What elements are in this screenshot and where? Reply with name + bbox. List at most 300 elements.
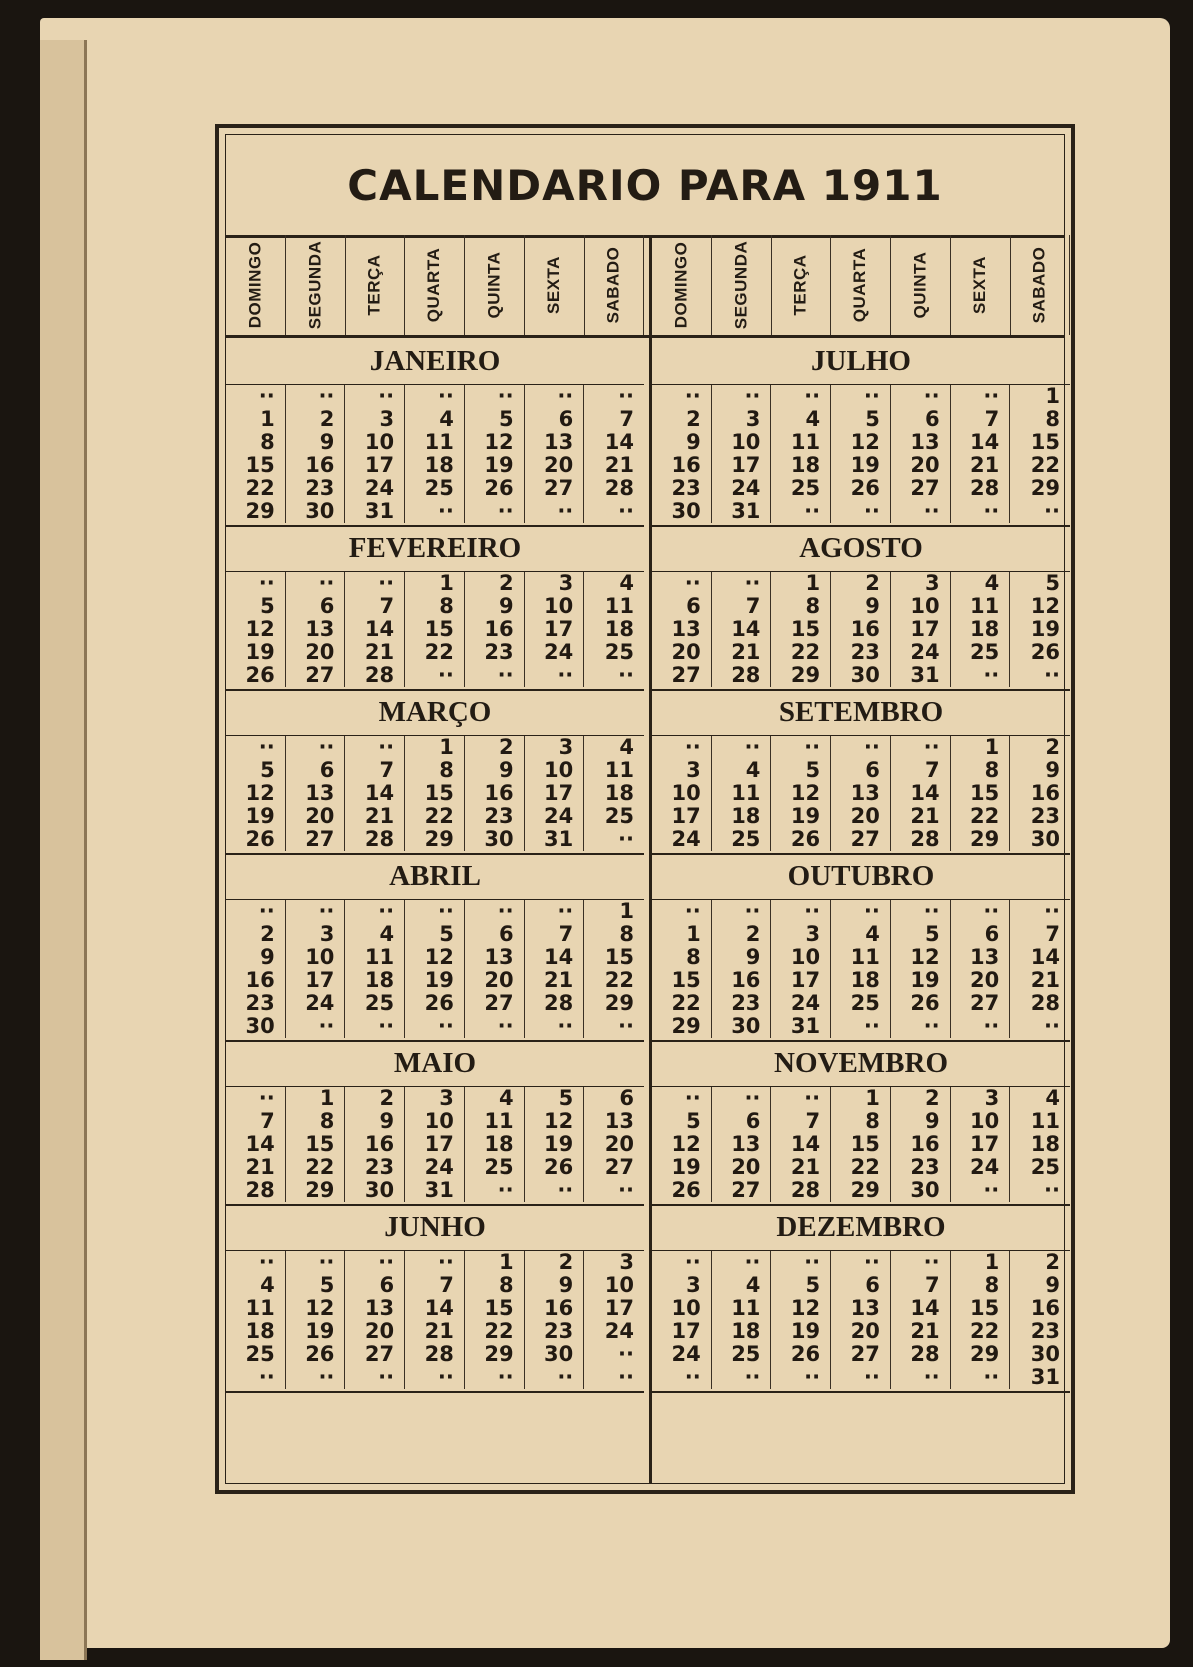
month-day-grid <box>226 385 644 523</box>
day-cell: 2 <box>226 923 286 946</box>
day-cell: 21 <box>712 641 772 664</box>
weekday-header-cell <box>951 235 1011 335</box>
weekday-header-cell <box>465 235 525 335</box>
day-cell: 13 <box>831 782 891 805</box>
day-cell: 19 <box>286 1320 346 1343</box>
day-cell: ·· <box>465 1366 525 1389</box>
day-cell: 16 <box>345 1133 405 1156</box>
day-cell: 14 <box>405 1297 465 1320</box>
day-cell: ·· <box>618 1342 634 1366</box>
day-cell: 20 <box>951 969 1011 992</box>
day-cell: 21 <box>604 453 634 477</box>
day-cell: 10 <box>286 946 346 969</box>
day-cell: 5 <box>405 923 465 946</box>
day-cell: 27 <box>951 992 1011 1015</box>
month-name: OUTUBRO <box>652 853 1070 900</box>
day-cell: 17 <box>286 969 346 992</box>
day-cell: ·· <box>771 1366 831 1389</box>
day-cell: 1 <box>405 572 465 595</box>
day-cell: ·· <box>831 900 891 923</box>
day-cell: 29 <box>951 1343 1011 1366</box>
day-cell: 8 <box>652 946 712 969</box>
day-cell: 7 <box>771 1110 831 1133</box>
day-cell: 29 <box>951 828 1011 851</box>
day-cell: 19 <box>771 1320 831 1343</box>
day-cell: 13 <box>712 1133 772 1156</box>
day-cell: 12 <box>226 782 286 805</box>
day-cell: 18 <box>712 805 772 828</box>
day-cell: 20 <box>831 805 891 828</box>
day-cell: 23 <box>831 641 891 664</box>
day-cell: 2 <box>286 408 346 431</box>
day-cell: ·· <box>525 385 585 408</box>
day-cell: ·· <box>618 499 634 523</box>
day-cell: 1 <box>405 736 465 759</box>
page-binding <box>40 40 87 1660</box>
day-cell: 25 <box>345 992 405 1015</box>
day-cell: ·· <box>712 900 772 923</box>
day-cell: 17 <box>345 454 405 477</box>
day-cell: 7 <box>951 408 1011 431</box>
day-cell: 11 <box>951 595 1011 618</box>
day-cell: 4 <box>1045 1086 1060 1110</box>
day-cell: 17 <box>652 805 712 828</box>
day-cell: 6 <box>652 595 712 618</box>
day-cell: 22 <box>405 641 465 664</box>
day-cell: 1 <box>1045 384 1060 408</box>
day-cell: 29 <box>652 1015 712 1038</box>
day-cell: 8 <box>465 1274 525 1297</box>
day-cell: ·· <box>405 664 465 687</box>
day-cell: ·· <box>618 1014 634 1038</box>
day-cell: 20 <box>891 454 951 477</box>
day-cell: 6 <box>619 1086 634 1110</box>
day-cell: 9 <box>1045 1273 1060 1297</box>
month-block <box>226 338 644 527</box>
day-cell: 22 <box>771 641 831 664</box>
day-cell: 2 <box>652 408 712 431</box>
day-cell: ·· <box>226 385 286 408</box>
day-cell: 13 <box>286 618 346 641</box>
day-cell: 10 <box>652 782 712 805</box>
day-cell: ·· <box>891 1251 951 1274</box>
day-cell: 28 <box>226 1179 286 1202</box>
month-name: DEZEMBRO <box>652 1204 1070 1251</box>
month-name: MAIO <box>226 1040 644 1087</box>
day-cell: 4 <box>226 1274 286 1297</box>
day-cell: ·· <box>618 384 634 408</box>
day-cell: 30 <box>226 1015 286 1038</box>
day-cell: ·· <box>652 572 712 595</box>
day-cell: 13 <box>465 946 525 969</box>
day-cell: 23 <box>286 477 346 500</box>
weekday-label: SEXTA <box>543 256 563 314</box>
day-cell: ·· <box>525 664 585 687</box>
day-cell: ·· <box>465 500 525 523</box>
month-day-grid <box>652 1087 1070 1202</box>
day-cell: 24 <box>525 805 585 828</box>
month-day-grid <box>226 572 644 687</box>
day-cell: 21 <box>345 641 405 664</box>
day-cell: ·· <box>1044 1178 1060 1202</box>
weekday-label: QUINTA <box>484 251 504 319</box>
day-cell: 14 <box>1030 945 1060 969</box>
day-cell: 8 <box>286 1110 346 1133</box>
day-cell: 7 <box>345 595 405 618</box>
day-cell: ·· <box>226 900 286 923</box>
weekday-label: DOMINGO <box>245 241 265 329</box>
day-cell: 19 <box>525 1133 585 1156</box>
day-cell: 8 <box>831 1110 891 1133</box>
day-cell: 8 <box>951 759 1011 782</box>
day-cell: 7 <box>226 1110 286 1133</box>
day-cell: 30 <box>345 1179 405 1202</box>
day-cell: ·· <box>831 385 891 408</box>
day-cell: 4 <box>831 923 891 946</box>
day-cell: 10 <box>771 946 831 969</box>
day-cell: ·· <box>712 736 772 759</box>
day-cell: 4 <box>345 923 405 946</box>
day-cell: 6 <box>831 1274 891 1297</box>
day-cell: 24 <box>405 1156 465 1179</box>
day-cell: 1 <box>286 1087 346 1110</box>
day-cell: ·· <box>831 1366 891 1389</box>
day-cell: 8 <box>226 431 286 454</box>
day-cell: 26 <box>891 992 951 1015</box>
day-cell: 30 <box>1030 827 1060 851</box>
day-cell: 2 <box>525 1251 585 1274</box>
day-cell: 3 <box>712 408 772 431</box>
day-cell: 25 <box>604 640 634 664</box>
day-cell: ·· <box>405 900 465 923</box>
day-cell: ·· <box>891 500 951 523</box>
day-cell: 23 <box>226 992 286 1015</box>
day-cell: 3 <box>525 572 585 595</box>
day-cell: 13 <box>525 431 585 454</box>
day-cell: ·· <box>465 385 525 408</box>
day-cell: ·· <box>951 385 1011 408</box>
day-cell: 17 <box>712 454 772 477</box>
day-cell: 18 <box>1030 1132 1060 1156</box>
day-cell: 23 <box>1030 804 1060 828</box>
day-cell: 25 <box>1030 1155 1060 1179</box>
day-cell: 2 <box>831 572 891 595</box>
day-cell: 19 <box>226 805 286 828</box>
day-cell: 29 <box>405 828 465 851</box>
day-cell: ·· <box>831 1251 891 1274</box>
weekday-header-cell <box>771 235 831 335</box>
day-cell: 18 <box>712 1320 772 1343</box>
day-cell: 26 <box>652 1179 712 1202</box>
day-cell: 16 <box>226 969 286 992</box>
day-cell: 14 <box>771 1133 831 1156</box>
calendar-frame <box>215 124 1075 1494</box>
day-cell: 29 <box>1030 476 1060 500</box>
month-block <box>226 853 644 1042</box>
day-cell: 12 <box>286 1297 346 1320</box>
day-cell: 28 <box>712 664 772 687</box>
day-cell: 11 <box>771 431 831 454</box>
month-block <box>652 689 1070 855</box>
day-cell: 18 <box>226 1320 286 1343</box>
day-cell: 3 <box>652 759 712 782</box>
day-cell: 6 <box>712 1110 772 1133</box>
day-cell: 9 <box>1045 758 1060 782</box>
day-cell: 4 <box>619 571 634 595</box>
day-cell: 25 <box>831 992 891 1015</box>
day-cell: ·· <box>618 663 634 687</box>
day-cell: ·· <box>951 500 1011 523</box>
day-cell: 15 <box>604 945 634 969</box>
day-cell: 22 <box>286 1156 346 1179</box>
day-cell: 17 <box>405 1133 465 1156</box>
day-cell: 14 <box>891 1297 951 1320</box>
day-cell: 24 <box>652 1343 712 1366</box>
day-cell: 13 <box>951 946 1011 969</box>
day-cell: 30 <box>525 1343 585 1366</box>
day-cell: 29 <box>604 991 634 1015</box>
day-cell: ·· <box>771 900 831 923</box>
day-cell: 18 <box>604 781 634 805</box>
day-cell: 28 <box>1030 991 1060 1015</box>
day-cell: 20 <box>604 1132 634 1156</box>
day-cell: ·· <box>618 1178 634 1202</box>
day-cell: 11 <box>604 758 634 782</box>
day-cell: 1 <box>771 572 831 595</box>
day-cell: ·· <box>951 664 1011 687</box>
day-cell: ·· <box>525 1015 585 1038</box>
day-cell: ·· <box>345 736 405 759</box>
day-cell: 26 <box>226 828 286 851</box>
day-cell: 6 <box>891 408 951 431</box>
day-cell: 3 <box>771 923 831 946</box>
day-cell: 18 <box>604 617 634 641</box>
day-cell: 21 <box>525 969 585 992</box>
day-cell: 6 <box>951 923 1011 946</box>
day-cell: ·· <box>891 736 951 759</box>
day-cell: 20 <box>286 641 346 664</box>
day-cell: 1 <box>465 1251 525 1274</box>
day-cell: ·· <box>618 827 634 851</box>
day-cell: 2 <box>465 736 525 759</box>
day-cell: 23 <box>525 1320 585 1343</box>
calendar-page <box>40 18 1170 1648</box>
day-cell: ·· <box>1044 899 1060 923</box>
day-cell: 27 <box>465 992 525 1015</box>
day-cell: 30 <box>1030 1342 1060 1366</box>
month-block <box>226 1204 644 1393</box>
day-cell: 4 <box>951 572 1011 595</box>
day-cell: 2 <box>465 572 525 595</box>
day-cell: 17 <box>604 1296 634 1320</box>
day-cell: 12 <box>652 1133 712 1156</box>
day-cell: 25 <box>771 477 831 500</box>
day-cell: 4 <box>771 408 831 431</box>
day-cell: 7 <box>405 1274 465 1297</box>
day-cell: 24 <box>712 477 772 500</box>
day-cell: ·· <box>345 572 405 595</box>
day-cell: ·· <box>286 900 346 923</box>
day-cell: 9 <box>465 595 525 618</box>
day-cell: 14 <box>951 431 1011 454</box>
day-cell: 6 <box>286 759 346 782</box>
day-cell: 11 <box>712 782 772 805</box>
day-cell: 18 <box>405 454 465 477</box>
day-cell: ·· <box>1044 499 1060 523</box>
weekday-header-cell <box>345 235 405 335</box>
day-cell: 28 <box>405 1343 465 1366</box>
day-cell: 5 <box>771 1274 831 1297</box>
day-cell: ·· <box>345 1015 405 1038</box>
day-cell: 20 <box>345 1320 405 1343</box>
day-cell: ·· <box>831 1015 891 1038</box>
day-cell: ·· <box>891 900 951 923</box>
day-cell: 21 <box>1030 968 1060 992</box>
day-cell: ·· <box>652 1087 712 1110</box>
day-cell: 26 <box>771 828 831 851</box>
day-cell: ·· <box>771 1251 831 1274</box>
day-cell: ·· <box>405 1366 465 1389</box>
day-cell: ·· <box>286 736 346 759</box>
month-block <box>652 1040 1070 1206</box>
day-cell: 25 <box>405 477 465 500</box>
day-cell: ·· <box>286 1251 346 1274</box>
day-cell: 28 <box>345 828 405 851</box>
month-name: NOVEMBRO <box>652 1040 1070 1087</box>
day-cell: 19 <box>405 969 465 992</box>
day-cell: 20 <box>465 969 525 992</box>
day-cell: ·· <box>771 1087 831 1110</box>
day-cell: 27 <box>652 664 712 687</box>
day-cell: ·· <box>405 500 465 523</box>
day-cell: 18 <box>465 1133 525 1156</box>
day-cell: 3 <box>286 923 346 946</box>
day-cell: 15 <box>652 969 712 992</box>
day-cell: 7 <box>345 759 405 782</box>
day-cell: 24 <box>286 992 346 1015</box>
day-cell: ·· <box>951 900 1011 923</box>
day-cell: ·· <box>951 1366 1011 1389</box>
day-cell: 24 <box>525 641 585 664</box>
day-cell: 27 <box>712 1179 772 1202</box>
day-cell: 1 <box>951 736 1011 759</box>
calendar-inner-frame <box>225 134 1065 1484</box>
day-cell: 26 <box>286 1343 346 1366</box>
day-cell: 11 <box>604 594 634 618</box>
day-cell: 27 <box>604 1155 634 1179</box>
day-cell: 19 <box>1030 617 1060 641</box>
day-cell: 14 <box>226 1133 286 1156</box>
day-cell: 26 <box>226 664 286 687</box>
day-cell: 12 <box>771 1297 831 1320</box>
day-cell: 2 <box>712 923 772 946</box>
day-cell: 5 <box>465 408 525 431</box>
day-cell: ·· <box>891 1366 951 1389</box>
day-cell: 19 <box>652 1156 712 1179</box>
day-cell: 27 <box>286 828 346 851</box>
day-cell: 21 <box>891 1320 951 1343</box>
day-cell: 8 <box>405 595 465 618</box>
day-cell: 9 <box>831 595 891 618</box>
day-cell: ·· <box>345 1366 405 1389</box>
weekday-header-cell <box>525 235 585 335</box>
month-name: AGOSTO <box>652 525 1070 572</box>
day-cell: 5 <box>286 1274 346 1297</box>
day-cell: 14 <box>604 430 634 454</box>
day-cell: 1 <box>619 899 634 923</box>
day-cell: 19 <box>465 454 525 477</box>
day-cell: ·· <box>525 1366 585 1389</box>
day-cell: 29 <box>286 1179 346 1202</box>
day-cell: ·· <box>652 385 712 408</box>
day-cell: 11 <box>226 1297 286 1320</box>
day-cell: 8 <box>951 1274 1011 1297</box>
day-cell: 7 <box>1045 922 1060 946</box>
day-cell: 17 <box>525 618 585 641</box>
day-cell: 15 <box>226 454 286 477</box>
day-cell: 30 <box>831 664 891 687</box>
day-cell: 17 <box>652 1320 712 1343</box>
month-name: JULHO <box>652 338 1070 385</box>
day-cell: 29 <box>226 500 286 523</box>
day-cell: 22 <box>831 1156 891 1179</box>
day-cell: 7 <box>525 923 585 946</box>
day-cell: 19 <box>831 454 891 477</box>
weekday-header-cell <box>286 235 346 335</box>
page-title: CALENDARIO PARA 1911 <box>226 135 1064 238</box>
month-block <box>652 853 1070 1042</box>
day-cell: ·· <box>465 1015 525 1038</box>
day-cell: 20 <box>286 805 346 828</box>
day-cell: ·· <box>652 736 712 759</box>
day-cell: 17 <box>951 1133 1011 1156</box>
day-cell: ·· <box>771 385 831 408</box>
day-cell: 13 <box>286 782 346 805</box>
weekday-header-cell <box>831 235 891 335</box>
day-cell: 29 <box>465 1343 525 1366</box>
day-cell: 15 <box>951 1297 1011 1320</box>
month-block <box>226 1040 644 1206</box>
day-cell: 7 <box>619 407 634 431</box>
day-cell: 10 <box>604 1273 634 1297</box>
day-cell: 12 <box>771 782 831 805</box>
day-cell: 30 <box>712 1015 772 1038</box>
day-cell: 21 <box>345 805 405 828</box>
day-cell: 28 <box>771 1179 831 1202</box>
day-cell: 13 <box>652 618 712 641</box>
day-cell: ·· <box>652 1251 712 1274</box>
day-cell: ·· <box>891 1015 951 1038</box>
day-cell: 13 <box>831 1297 891 1320</box>
weekday-header-cell <box>584 235 644 335</box>
month-day-grid <box>652 385 1070 523</box>
day-cell: ·· <box>226 572 286 595</box>
day-cell: 5 <box>226 759 286 782</box>
day-cell: 15 <box>405 618 465 641</box>
day-cell: 10 <box>951 1110 1011 1133</box>
weekday-label: SABADO <box>603 246 623 324</box>
day-cell: 1 <box>951 1251 1011 1274</box>
day-cell: 11 <box>1030 1109 1060 1133</box>
day-cell: 11 <box>831 946 891 969</box>
day-cell: ·· <box>345 385 405 408</box>
day-cell: 22 <box>951 805 1011 828</box>
day-cell: 21 <box>226 1156 286 1179</box>
month-name: JANEIRO <box>226 338 644 385</box>
day-cell: 6 <box>345 1274 405 1297</box>
day-cell: ·· <box>525 1179 585 1202</box>
day-cell: 28 <box>604 476 634 500</box>
